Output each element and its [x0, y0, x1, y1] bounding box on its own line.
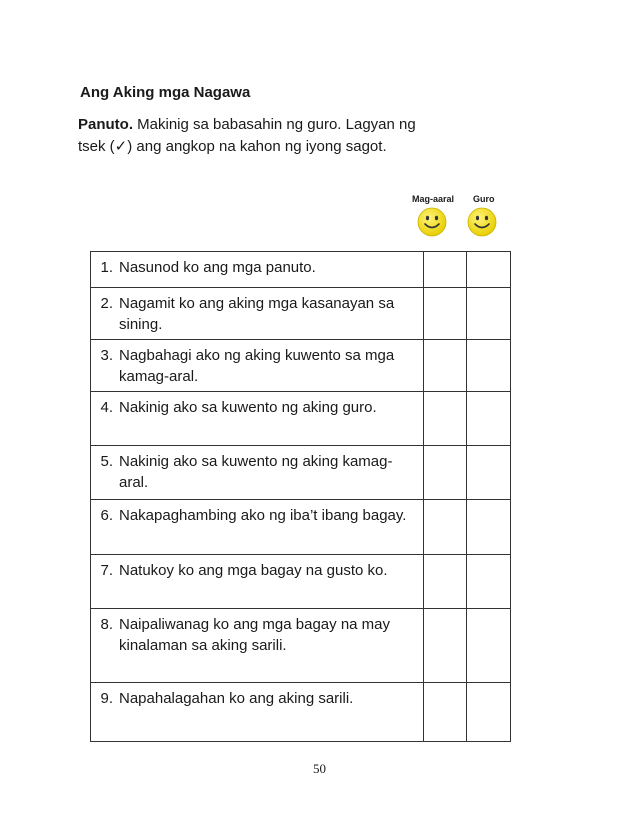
table-row	[91, 555, 511, 609]
teacher-checkbox[interactable]	[467, 392, 511, 446]
item-number: 9.	[100, 690, 113, 707]
instructions-line-2: tsek (✓) ang angkop na kahon ng iyong sagot.	[78, 138, 387, 155]
student-checkbox[interactable]	[423, 340, 467, 392]
item-text: Napahalagahan ko ang aking sarili.	[119, 690, 354, 707]
student-checkbox[interactable]	[423, 288, 467, 340]
table-row	[91, 340, 511, 392]
item-cell	[91, 392, 424, 446]
teacher-checkbox[interactable]	[467, 609, 511, 683]
teacher-checkbox[interactable]	[467, 446, 511, 500]
item-cell	[91, 340, 424, 392]
item-text: Naipaliwanag ko ang mga bagay na may kinalaman sa aking sarili.	[119, 616, 391, 654]
teacher-checkbox[interactable]	[467, 555, 511, 609]
smiley-face-icon	[467, 207, 497, 237]
item-text: Nakapaghambing ako ng iba’t ibang bagay.	[119, 507, 407, 524]
table-row	[91, 392, 511, 446]
item-number: 1.	[100, 259, 113, 276]
item-number: 4.	[100, 399, 113, 416]
item-text: Nasunod ko ang mga panuto.	[119, 259, 316, 276]
item-cell	[91, 683, 424, 742]
table-row	[91, 609, 511, 683]
instructions	[78, 114, 518, 158]
smiley-face-icon	[417, 207, 447, 237]
student-checkbox[interactable]	[423, 683, 467, 742]
student-checkbox[interactable]	[423, 392, 467, 446]
item-text: Natukoy ko ang mga bagay na gusto ko.	[119, 562, 388, 579]
item-cell	[91, 500, 424, 555]
student-checkbox[interactable]	[423, 252, 467, 288]
page-number: 50	[313, 761, 326, 776]
student-checkbox[interactable]	[423, 609, 467, 683]
item-text: Nakinig ako sa kuwento ng aking kamag-aral.	[119, 453, 393, 491]
teacher-checkbox[interactable]	[467, 288, 511, 340]
student-column-label: Mag-aaral	[412, 194, 455, 204]
item-number: 6.	[100, 507, 113, 524]
item-text: Nakinig ako sa kuwento ng aking guro.	[119, 399, 377, 416]
student-checkbox[interactable]	[423, 500, 467, 555]
teacher-checkbox[interactable]	[467, 500, 511, 555]
item-cell	[91, 609, 424, 683]
table-row	[91, 288, 511, 340]
item-number: 5.	[100, 453, 113, 470]
instructions-line-1: Makinig sa babasahin ng guro. Lagyan ng	[137, 116, 416, 133]
teacher-checkbox[interactable]	[467, 340, 511, 392]
item-text: Nagbahagi ako ng aking kuwento sa mga kamag-aral.	[119, 347, 395, 385]
instructions-label: Panuto.	[78, 116, 133, 133]
teacher-checkbox[interactable]	[467, 252, 511, 288]
table-row	[91, 252, 511, 288]
item-cell	[91, 555, 424, 609]
table-row	[91, 683, 511, 742]
checklist-table	[90, 251, 511, 742]
item-number: 2.	[100, 295, 113, 312]
teacher-checkbox[interactable]	[467, 683, 511, 742]
item-cell	[91, 288, 424, 340]
item-text: Nagamit ko ang aking mga kasanayan sa sining.	[119, 295, 395, 333]
student-checkbox[interactable]	[423, 446, 467, 500]
item-number: 3.	[100, 347, 113, 364]
item-cell	[91, 446, 424, 500]
student-checkbox[interactable]	[423, 555, 467, 609]
table-row	[91, 500, 511, 555]
teacher-column-label: Guro	[473, 194, 495, 204]
item-number: 7.	[100, 562, 113, 579]
page-title: Ang Aking mga Nagawa	[80, 84, 251, 101]
table-row	[91, 446, 511, 500]
item-number: 8.	[100, 616, 113, 633]
item-cell	[91, 252, 424, 288]
